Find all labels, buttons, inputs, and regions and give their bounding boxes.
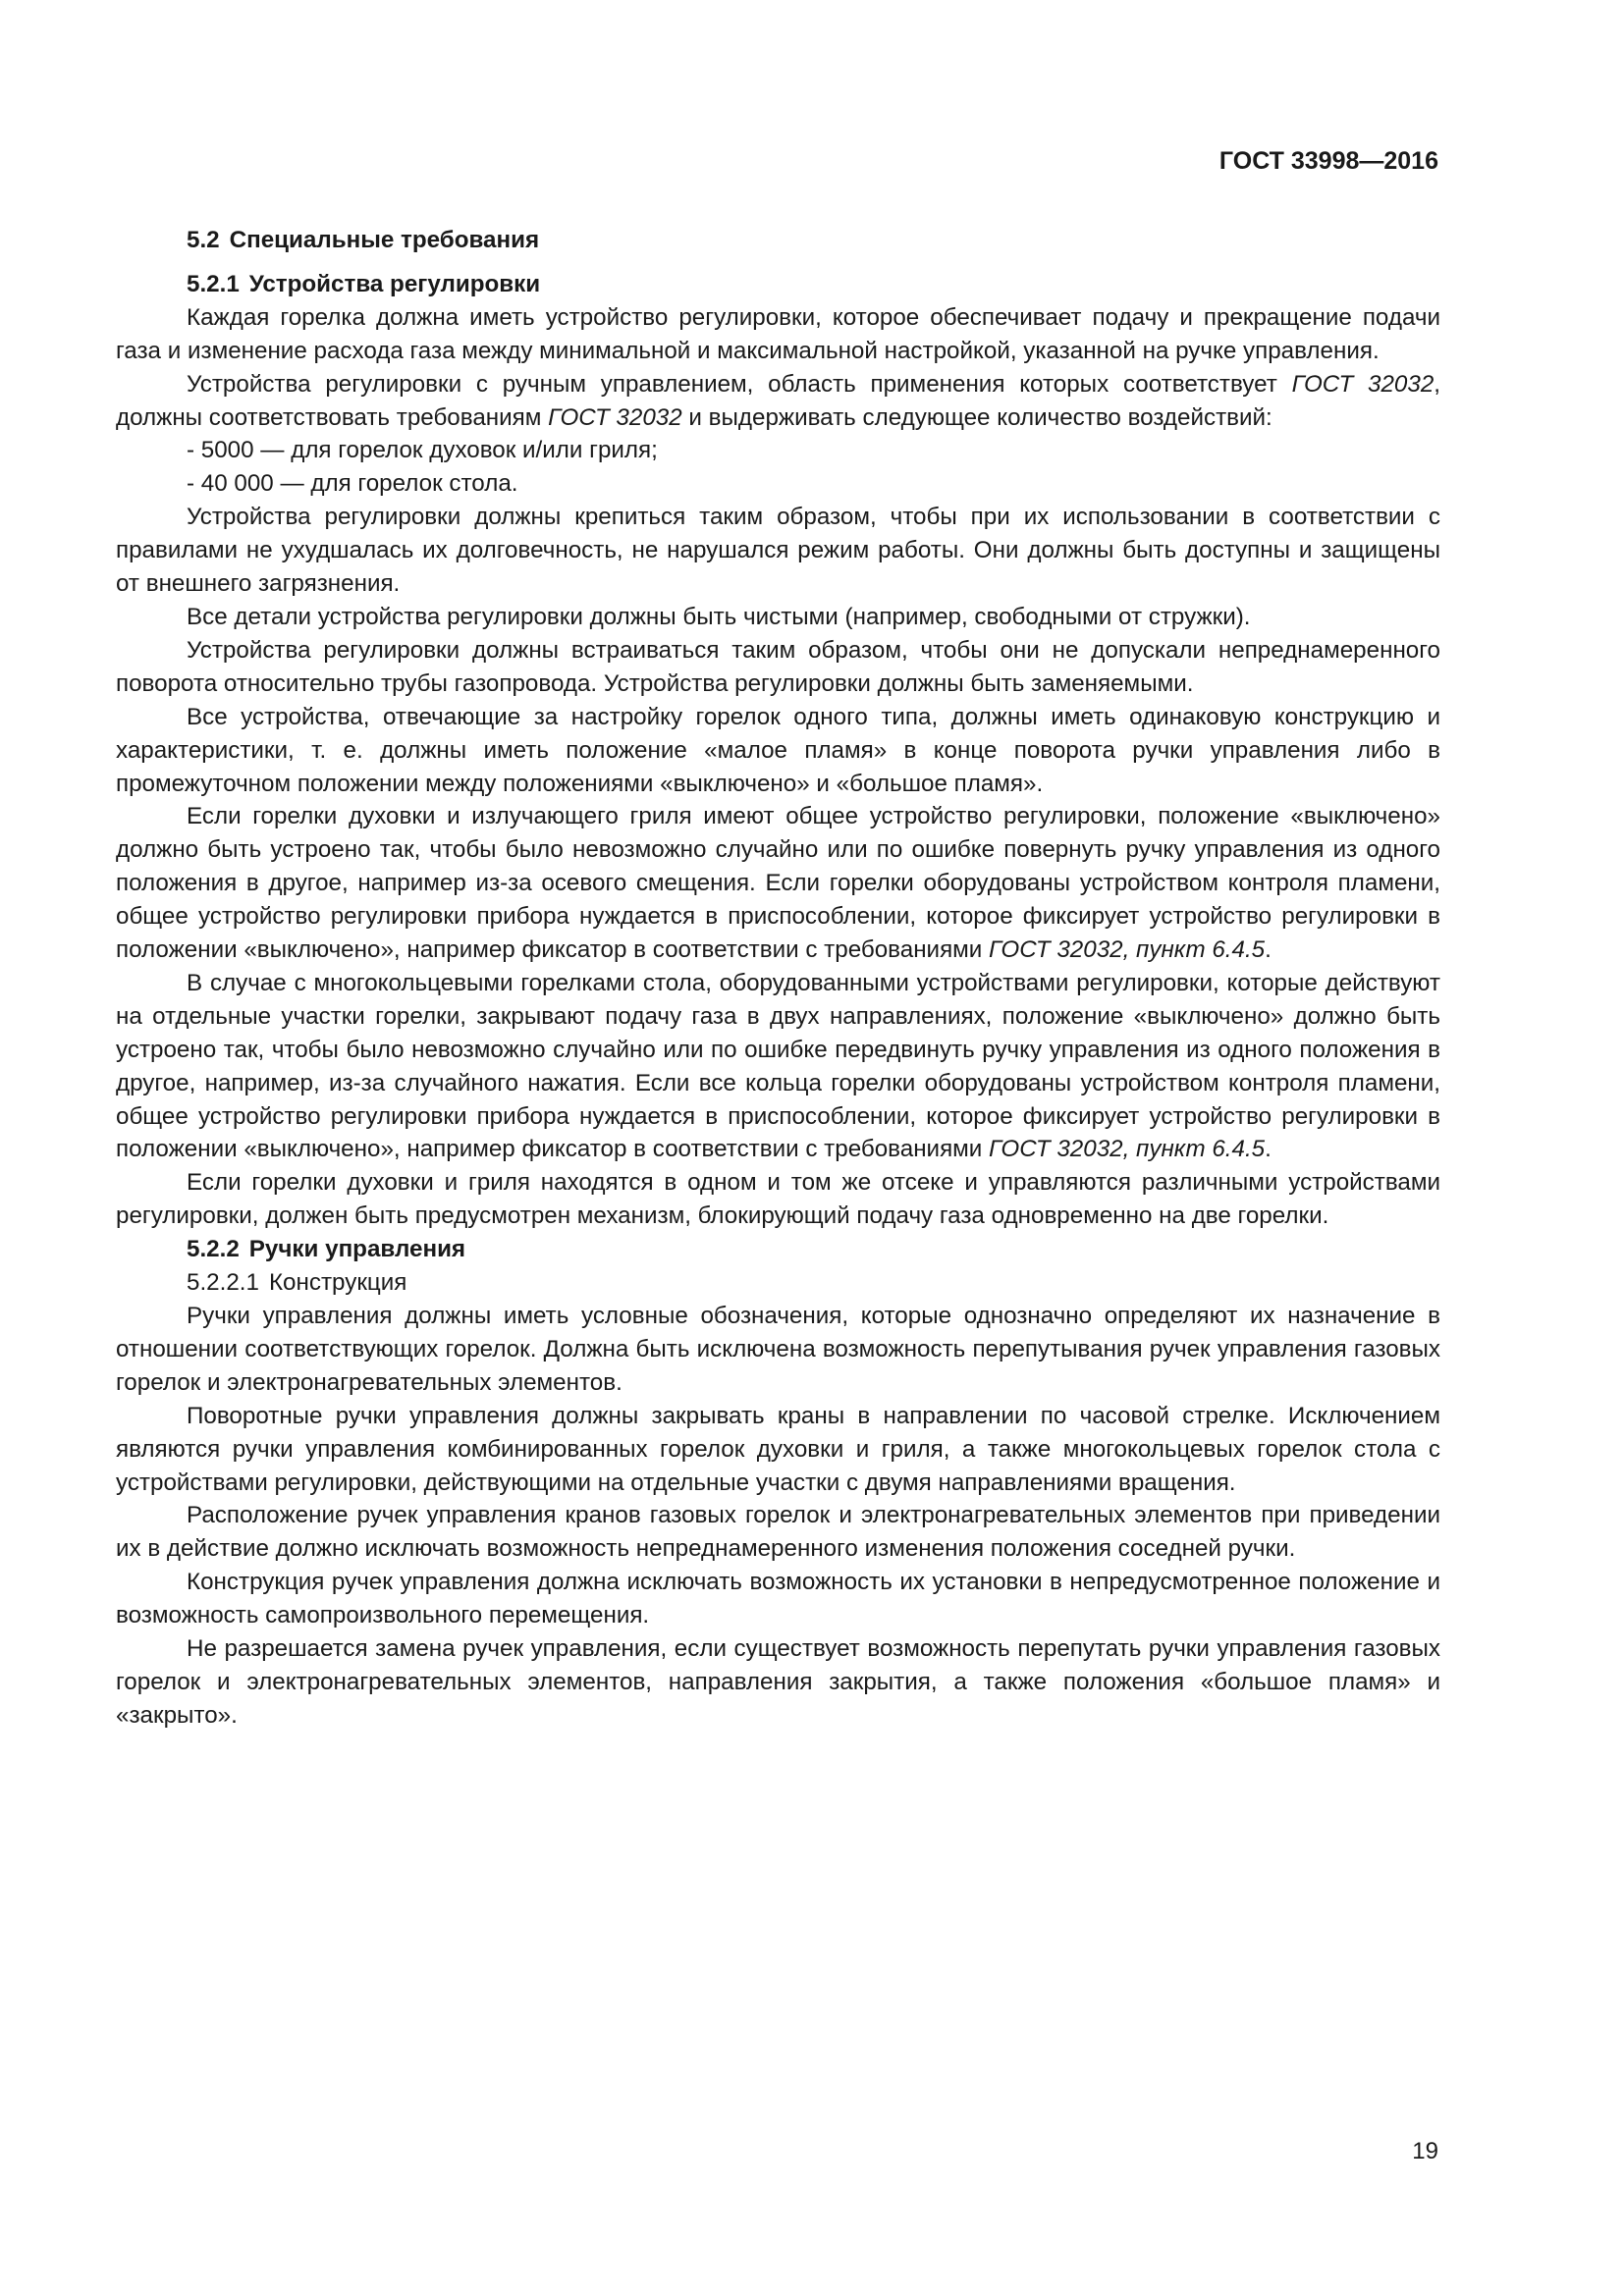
section-title: Устройства регулировки xyxy=(248,270,541,297)
page-content xyxy=(116,224,1440,1733)
paragraph: Все детали устройства регулировки должны быть чистыми (например, свободными от стружки). xyxy=(187,603,1251,630)
paragraph: Конструкция ручек управления должна исключать возможность их установки в непредусмотренное положение и возможность самопроизвольного перемещения. xyxy=(116,1569,1440,1629)
paragraph: Устройства регулировки должны крепиться таким образом, чтобы при их использовании в соответствии с правилами не ухудшалась их долговечность, не нарушался режим работы. Они должны быть доступны и защищены от внешнего загрязнения. xyxy=(116,504,1440,598)
paragraph xyxy=(116,800,1440,967)
text-run: В случае с многокольцевыми горелками стола, оборудованными устройствами регулировки, которые действуют на отдельные участки горелки, закрывают подачу газа в двух направлениях, положение «выключено» должно быть устроено так, чтобы было невозможно случайно или по ошибке передвинуть ручку управления из одного положения в другое, например, из-за случайного нажатия. Если все кольца горелки оборудованы устройством контроля пламени, общее устройство регулировки прибора нуждается в приспособлении, которое фиксирует устройство регулировки в положении «выключено», например фиксатор в соответствии с требованиями xyxy=(116,969,1440,1163)
section-heading-5-2 xyxy=(116,224,1440,257)
list-item: - 5000 — для горелок духовок и/или гриля; xyxy=(187,437,658,464)
standard-reference: ГОСТ 32032 xyxy=(1291,370,1435,398)
text-run: Если горелки духовки и излучающего гриля имеют общее устройство регулировки, положение «выключено» должно быть устроено так, чтобы было невозможно случайно или по ошибке повернуть ручку управления из одного положения в другое, например из-за осевого смещения. Если горелки оборудованы устройством контроля пламени, общее устройство регулировки прибора нуждается в приспособлении, которое фиксирует устройство регулировки в положении «выключено», например фиксатор в соответствии с требованиями xyxy=(116,803,1440,964)
section-number: 5.2 xyxy=(187,227,220,253)
section-title: Специальные требования xyxy=(229,227,540,253)
text-run: Устройства регулировки с ручным управлением, область применения которых соответствует xyxy=(187,370,1292,398)
paragraph xyxy=(116,967,1440,1166)
subsection-number: 5.2.2.1 xyxy=(187,1269,259,1297)
document-code: ГОСТ 33998—2016 xyxy=(1218,147,1438,175)
paragraph: Расположение ручек управления кранов газовых горелок и электронагревательных элементов при приведении их в действие должно исключать возможность непреднамеренного изменения положения соседней ручки. xyxy=(116,1502,1440,1563)
standard-reference: ГОСТ 32032, пункт 6.4.5 xyxy=(989,1136,1266,1163)
paragraph: Не разрешается замена ручек управления, если существует возможность перепутать ручки управления газовых горелок и электронагревательных элементов, направления закрытия, а также положения «большое пламя» и «закрыто». xyxy=(116,1635,1440,1729)
section-heading-5-2-1 xyxy=(116,268,1440,301)
paragraph: Устройства регулировки должны встраиваться таким образом, чтобы они не допускали непреднамеренного поворота относительно трубы газопровода. Устройства регулировки должны быть заменяемыми. xyxy=(116,636,1440,697)
subsection-title: Конструкция xyxy=(268,1269,407,1297)
section-heading-5-2-2 xyxy=(116,1233,1440,1266)
standard-reference: ГОСТ 32032, пункт 6.4.5 xyxy=(989,936,1266,964)
section-number: 5.2.2 xyxy=(187,1236,240,1263)
text-run: . xyxy=(1265,1136,1272,1163)
subsection-heading-5-2-2-1 xyxy=(116,1266,1440,1300)
paragraph: Ручки управления должны иметь условные обозначения, которые однозначно определяют их назначение в отношении соответствующих горелок. Должна быть исключена возможность перепутывания ручек управления газовых горелок и электронагревательных элементов. xyxy=(116,1303,1440,1396)
standard-reference: ГОСТ 32032 xyxy=(548,403,682,431)
section-title: Ручки управления xyxy=(248,1236,466,1263)
text-run: и выдерживать следующее количество воздействий: xyxy=(681,403,1272,431)
list-item: - 40 000 — для горелок стола. xyxy=(187,470,518,498)
paragraph: Каждая горелка должна иметь устройство регулировки, которое обеспечивает подачу и прекращение подачи газа и изменение расхода газа между минимальной и максимальной настройкой, указанной на ручке управления. xyxy=(116,303,1440,364)
paragraph: Поворотные ручки управления должны закрывать краны в направлении по часовой стрелке. Исключением являются ручки управления комбинированных горелок духовки и гриля, а также многокольцевых горелок стола с устройствами регулировки, действующими на отдельные участки с двумя направлениями вращения. xyxy=(116,1402,1440,1496)
paragraph: Все устройства, отвечающие за настройку горелок одного типа, должны иметь одинаковую конструкцию и характеристики, т. е. должны иметь положение «малое пламя» в конце поворота ручки управления либо в промежуточном положении между положениями «выключено» и «большое пламя». xyxy=(116,703,1440,797)
paragraph: Если горелки духовки и гриля находятся в одном и том же отсеке и управляются различными устройствами регулировки, должен быть предусмотрен механизм, блокирующий подачу газа одновременно на две горелки. xyxy=(116,1169,1440,1230)
text-run: . xyxy=(1265,936,1272,964)
text-run: , должны соответствовать требованиям xyxy=(116,370,1441,431)
page-number: 19 xyxy=(1412,2138,1438,2164)
paragraph xyxy=(116,368,1440,435)
section-number: 5.2.1 xyxy=(187,270,240,297)
